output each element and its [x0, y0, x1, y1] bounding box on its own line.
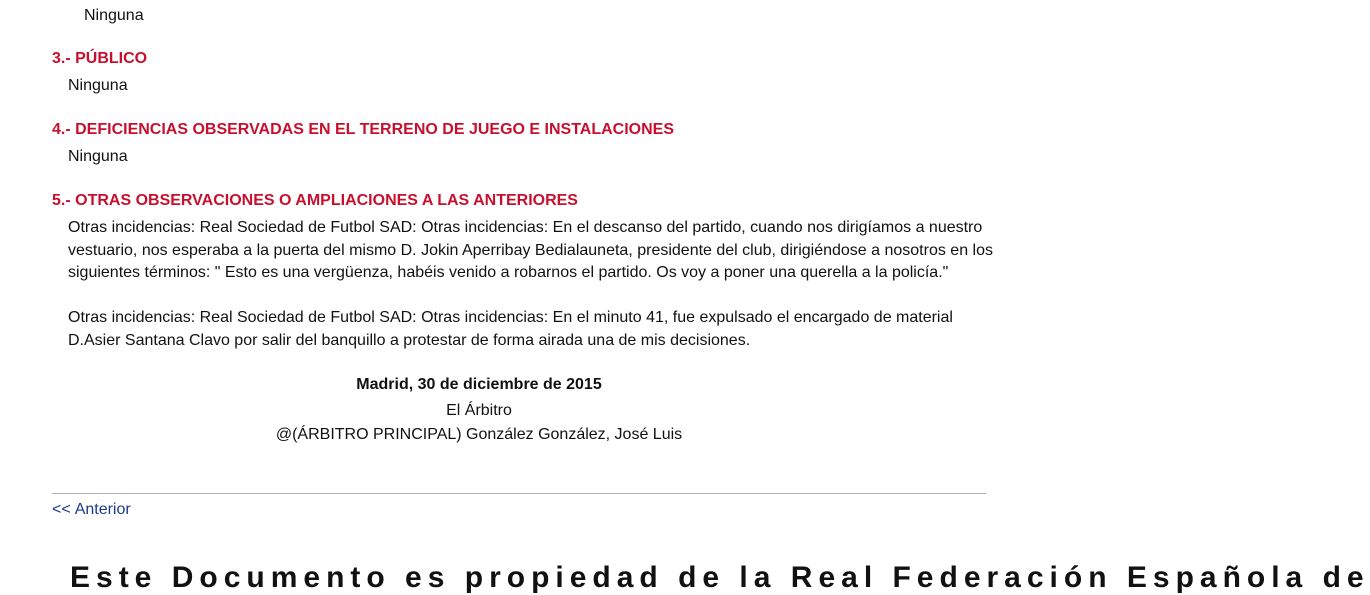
- footer-notice: Este Documento es propiedad de la Real Federación Española de: [70, 561, 1370, 594]
- section-5-heading: 5.- OTRAS OBSERVACIONES O AMPLIACIONES A LAS ANTERIORES: [52, 192, 578, 209]
- section-2-body: Ninguna: [84, 7, 144, 24]
- previous-link-label: Anterior: [74, 501, 131, 518]
- section-3-body: Ninguna: [68, 77, 128, 94]
- signature-name: @(ÁRBITRO PRINCIPAL) González González, José Luis: [275, 426, 683, 443]
- divider: [52, 493, 986, 494]
- section-4-heading: 4.- DEFICIENCIAS OBSERVADAS EN EL TERRENO DE JUEGO E INSTALACIONES: [52, 121, 675, 138]
- observation-paragraph-1: Otras incidencias: Real Sociedad de Futbol SAD: Otras incidencias: En el descanso del partido, cuando nos dirigíamos a nuestro vestuario, nos esperaba a la puerta del mismo D. Jokin Aperribay Bedialauneta, presidente del club, dirigiéndose a nosotros en los siguientes términos: " Esto es una vergüenza, habéis venido a robarnos el partido. Os voy a poner una querella a la policía.": [68, 219, 993, 281]
- section-3-heading: 3.- PÚBLICO: [52, 50, 148, 67]
- signature-role: El Árbitro: [446, 402, 512, 419]
- section-4-body: Ninguna: [68, 148, 128, 165]
- signature-place-date: Madrid, 30 de diciembre de 2015: [356, 376, 602, 393]
- observation-paragraph-2: Otras incidencias: Real Sociedad de Futbol SAD: Otras incidencias: En el minuto 41, fue expulsado el encargado de material D.Asier Santana Clavo por salir del banquillo a protestar de forma airada una de mis decisiones.: [68, 309, 953, 349]
- double-chevron-left-icon: <<: [52, 501, 71, 518]
- previous-link[interactable]: [52, 499, 131, 521]
